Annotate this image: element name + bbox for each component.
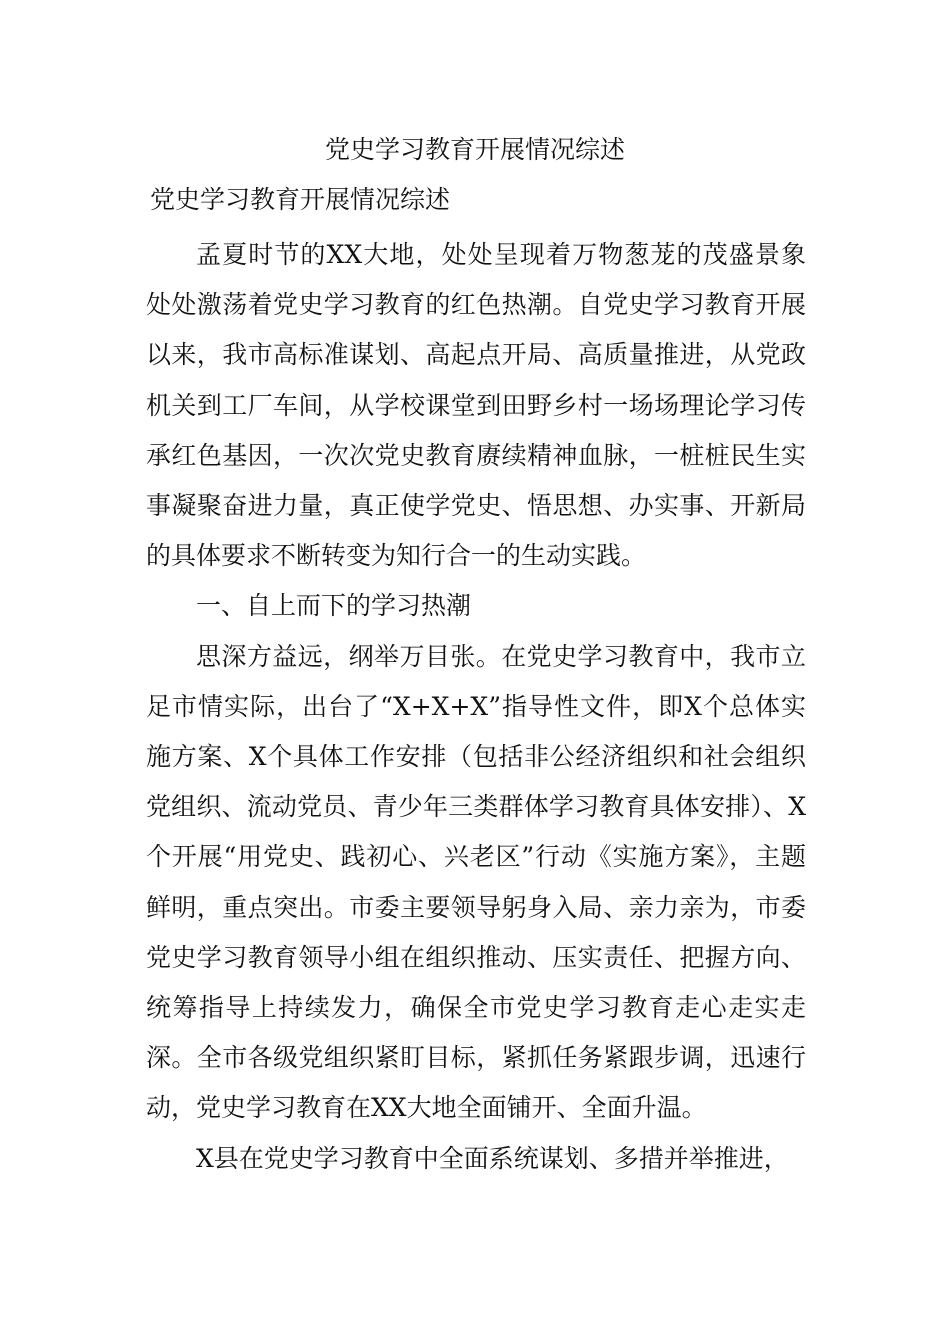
document-title: 党史学习教育开展情况综述: [324, 135, 625, 164]
document-body: [146, 230, 806, 1184]
document-subtitle: 党史学习教育开展情况综述: [150, 185, 451, 214]
intro-paragraph: 孟夏时节的XX大地，处处呈现着万物葱茏的茂盛景象处处激荡着党史学习教育的红色热潮。自党史学习教育开展以来，我市高标准谋划、高起点开局、高质量推进，从党政机关到工厂车间，从学校课堂到田野乡村一场场理论学习传承红色基因，一次次党史教育赓续精神血脉，一桩桩民生实事凝聚奋进力量，真正使学党史、悟思想、办实事、开新局的具体要求不断转变为知行合一的生动实践。: [146, 240, 806, 571]
section-heading: 一、自上而下的学习热潮: [196, 591, 472, 621]
section-paragraph: 思深方益远，纲举万目张。在党史学习教育中，我市立足市情实际，出台了“X+X+X”指导性文件，即X个总体实施方案、X个具体工作安排（包括非公经济组织和社会组织党组织、流动党员、青少年三类群体学习教育具体安排）、X个开展“用党史、践初心、兴老区”行动《实施方案》，主题鲜明，重点突出。市委主要领导躬身入局、亲力亲为，市委党史学习教育领导小组在组织推动、压实责任、把握方向、统筹指导上持续发力，确保全市党史学习教育走心走实走深。全市各级党组织紧盯目标，紧抓任务紧跟步调，迅速行动，党史学习教育在XX大地全面铺开、全面升温。: [146, 641, 806, 1123]
section-paragraph: X县在党史学习教育中全面系统谋划、多措并举推进，: [196, 1143, 789, 1173]
